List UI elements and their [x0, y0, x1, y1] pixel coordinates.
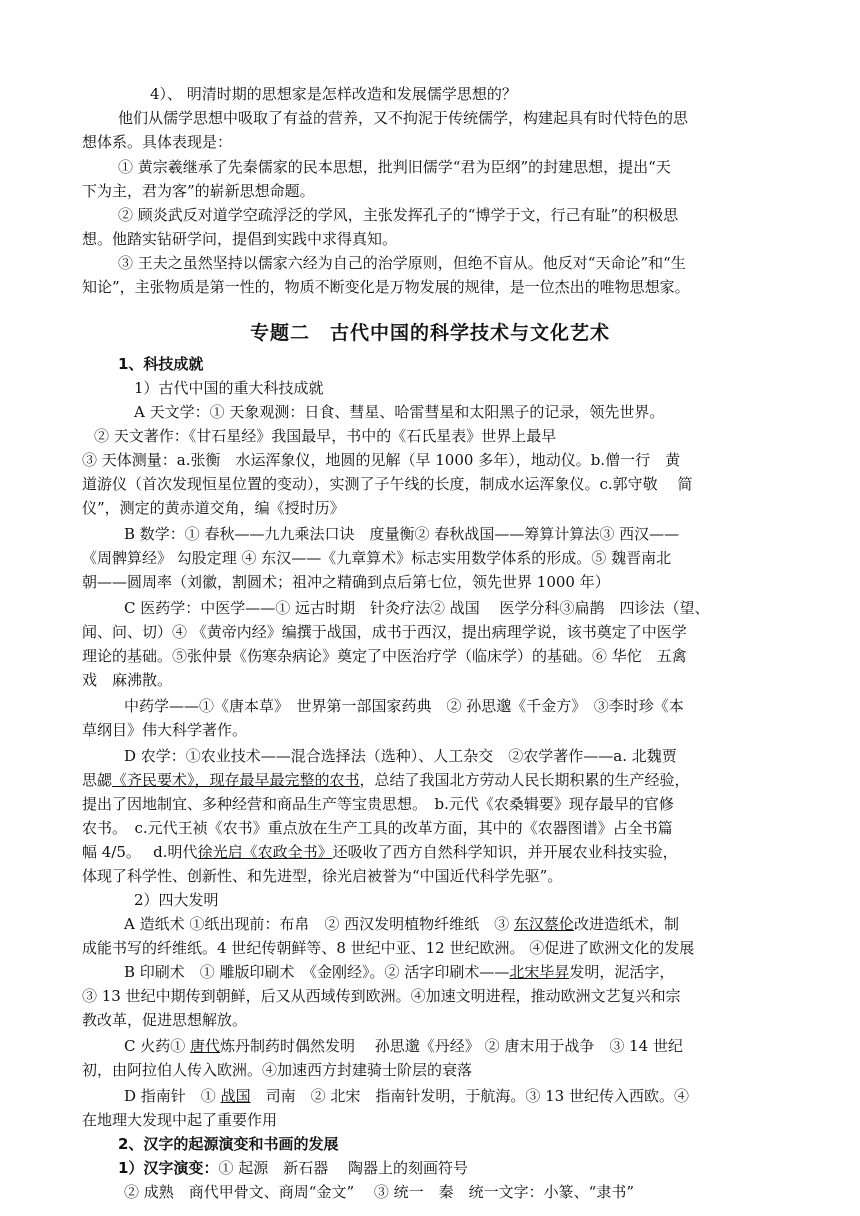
paragraph-line [82, 842, 678, 862]
heading-science: 1、科技成就 [118, 355, 204, 373]
underlined-text: 战国 [220, 1087, 251, 1105]
paragraph-line [124, 1036, 683, 1056]
paragraph-line: 想。他踏实钻研学问，提倡到实践中求得真知。 [82, 230, 398, 248]
paragraph-line: 教改革，促进思想解放。 [82, 1011, 248, 1029]
paragraph-line: 朝——圆周率（刘徽，割圆术；祖冲之精确到点后第七位，领先世界 1000 年） [82, 573, 610, 591]
question-4: 4）、 明清时期的思想家是怎样改造和发展儒学思想的？ [150, 85, 517, 103]
paragraph-line [82, 770, 690, 790]
paragraph-line: 农书。 c.元代王祯《农书》重点放在生产工具的改革方面，其中的《农器图谱》占全书篇 [82, 819, 673, 837]
text-span: 改进造纸术，制 [573, 915, 679, 933]
paragraph-line [124, 962, 674, 982]
paragraph-line: 理论的基础。⑤张仲景《伤寒杂病论》奠定了中医治疗学（临床学）的基础。⑥ 华佗 五禽 [82, 647, 687, 665]
paragraph-line: 中药学——①《唐本草》 世界第一部国家药典 ② 孙思邈《千金方》 ③李时珍《本 [124, 697, 684, 715]
paragraph-line: 仪”，测定的黄赤道交角，编《授时历》 [82, 499, 345, 517]
paragraph-line: 闻、问、切）④ 《黄帝内经》编撰于战国，成书于西汉，提出病理学说，该书奠定了中医学 [82, 623, 687, 641]
paragraph-line: 初，由阿拉伯人传入欧洲。④加速西方封建骑士阶层的衰落 [82, 1061, 473, 1079]
section-title: 专题二 古代中国的科学技术与文化艺术 [249, 322, 610, 344]
paragraph-line: 道游仪（首次发现恒星位置的变动），实测了子午线的长度，制成水运浑象仪。c.郭守敬 简 [82, 475, 693, 493]
underlined-text: 徐光启《农政全书》 [197, 843, 333, 861]
paragraph-line: ③ 13 世纪中期传到朝鲜，后又从西域传到欧洲。④加速文明进程，推动欧洲文艺复兴和宗 [82, 987, 681, 1005]
label-bold: 1）汉字演变： [118, 1159, 219, 1177]
paragraph-line: ① 黄宗羲继承了先秦儒家的民本思想，批判旧儒学“君为臣纲”的封建思想，提出“天 [118, 158, 671, 176]
text-span: D 指南针 ① [124, 1087, 221, 1105]
paragraph-line [124, 1086, 689, 1106]
subheading: 2）四大发明 [134, 891, 219, 909]
paragraph-line: C 医药学：中医学——① 远古时期 针灸疗法② 战国 医学分科③扁鹊 四诊法（望、 [124, 599, 710, 617]
text-span: 还吸收了西方自然科学知识，并开展农业科技实验， [332, 843, 678, 861]
paragraph-line: 戏 麻沸散。 [82, 671, 173, 689]
text-span: 思勰 [82, 771, 113, 789]
paragraph-line: 下为主，君为客”的崭新思想命题。 [82, 182, 315, 200]
paragraph-line: 成能书写的纤维纸。4 世纪传朝鲜等、8 世纪中亚、12 世纪欧洲。 ④促进了欧洲文化的发展 [82, 939, 695, 957]
underlined-text: 《齐民要术》，现存最早最完整的农书 [112, 771, 360, 789]
text-span: B 印刷术 ① 雕版印刷术 《金刚经》。② 活字印刷术—— [124, 963, 510, 981]
paragraph-line: ③ 王夫之虽然坚持以儒家六经为自己的治学原则，但绝不盲从。他反对“天命论”和“生 [118, 254, 686, 272]
paragraph-line: 草纲目》伟大科学著作。 [82, 721, 248, 739]
underlined-text: 唐代 [190, 1037, 221, 1055]
paragraph-line: D 农学：①农业技术——混合选择法（选种）、人工杂交 ②农学著作——a. 北魏贾 [124, 747, 677, 765]
paragraph-line: ② 顾炎武反对道学空疏浮泛的学风，主张发挥孔子的“博学于文，行己有耻”的积极思 [118, 206, 679, 224]
paragraph-line: 想体系。具体表现是： [82, 133, 233, 151]
underlined-text: 北宋毕昇 [509, 963, 570, 981]
paragraph-line: ② 成熟 商代甲骨文、商周“金文” ③ 统一 秦 统一文字：小篆、“隶书” [124, 1183, 634, 1201]
paragraph-line: 知论”，主张物质是第一性的，物质不断变化是万物发展的规律，是一位杰出的唯物思想家。 [82, 278, 690, 296]
text-span: ，总结了我国北方劳动人民长期积累的生产经验， [359, 771, 690, 789]
paragraph-line: 他们从儒学思想中吸取了有益的营养，又不拘泥于传统儒学，构建起具有时代特色的思 [118, 109, 689, 127]
paragraph-line: ② 天文著作：《甘石星经》我国最早，书中的《石氏星表》世界上最早 [94, 427, 557, 445]
paragraph-line [124, 914, 679, 934]
text-span: A 造纸术 ①纸出现前：布帛 ② 西汉发明植物纤维纸 ③ [124, 915, 514, 933]
text-span: 幅 4/5。 d.明代 [82, 843, 198, 861]
underlined-text: 东汉蔡伦 [513, 915, 574, 933]
text-span: C 火药① [124, 1037, 191, 1055]
heading-hanzi: 2、汉字的起源演变和书画的发展 [118, 1135, 339, 1153]
paragraph-line: A 天文学：① 天象观测：日食、彗星、哈雷彗星和太阳黑子的记录，领先世界。 [134, 403, 665, 421]
paragraph-line: 提出了因地制宜、多种经营和商品生产等宝贵思想。 b.元代《农桑辑要》现存最早的官修 [82, 795, 674, 813]
paragraph-line: B 数学：① 春秋——九九乘法口诀 度量衡② 春秋战国——筹算计算法③ 西汉—— [124, 525, 680, 543]
text-span: 发明，泥活字， [569, 963, 675, 981]
text-span: 炼丹制药时偶然发明 孙思邈《丹经》 ② 唐末用于战争 ③ 14 世纪 [220, 1037, 683, 1055]
text-span: ① 起源 新石器 陶器上的刻画符号 [218, 1159, 468, 1177]
paragraph-line: ③ 天体测量：a.张衡 水运浑象仪，地圆的见解（早 1000 多年），地动仪。b.僧一行 黄 [82, 451, 681, 469]
subheading: 1）古代中国的重大科技成就 [134, 379, 324, 397]
paragraph-line: 《周髀算经》 勾股定理 ④ 东汉——《九章算术》标志实用数学体系的形成。⑤ 魏晋南北 [82, 549, 672, 567]
text-span: 司南 ② 北宋 指南针发明，于航海。③ 13 世纪传入西欧。④ [250, 1087, 689, 1105]
paragraph-line [118, 1158, 468, 1178]
paragraph-line: 体现了科学性、创新性、和先进型，徐光启被誉为“中国近代科学先驱”。 [82, 867, 563, 885]
paragraph-line: 在地理大发现中起了重要作用 [82, 1111, 278, 1129]
